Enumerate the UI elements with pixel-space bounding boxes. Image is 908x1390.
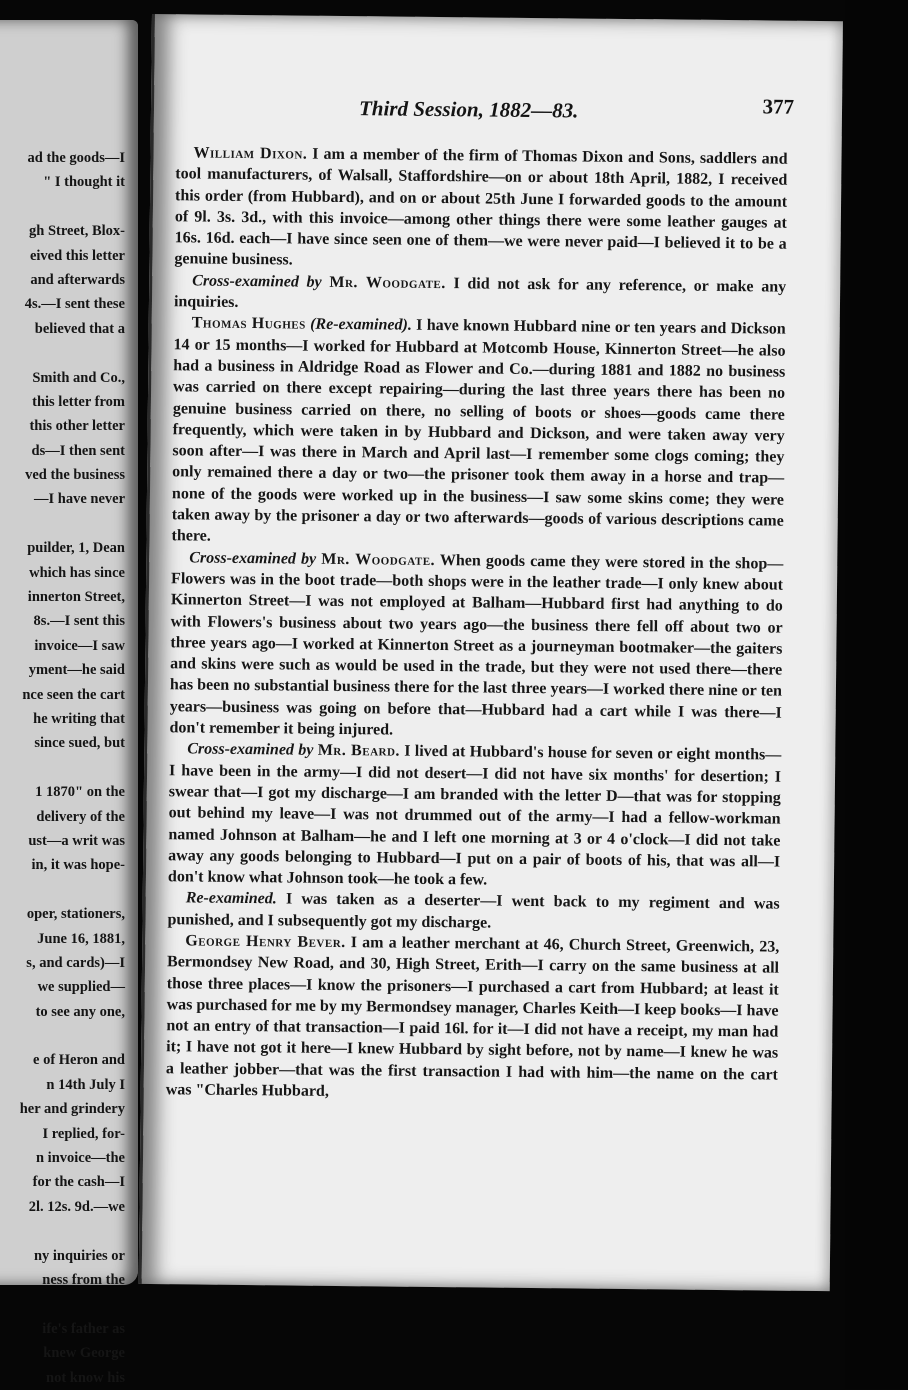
left-fragment-line xyxy=(0,756,125,780)
left-fragment-line: nce seen the cart xyxy=(22,686,125,703)
running-head: Third Session, 1882—83. xyxy=(358,96,579,123)
counsel-name: Mr. Beard. xyxy=(317,742,401,760)
left-fragment-line xyxy=(0,195,125,219)
left-fragment-line: ved the business xyxy=(25,467,125,484)
left-fragment-line: Smith and Co., xyxy=(32,369,125,386)
left-fragment-line: this letter from xyxy=(32,393,125,410)
left-fragment-line: e of Heron and xyxy=(33,1052,125,1069)
background-margin xyxy=(845,0,908,1389)
left-fragment-line: in, it was hope- xyxy=(31,857,125,874)
left-fragment-line: he writing that xyxy=(33,710,125,727)
left-fragment-line: invoice—I saw xyxy=(34,637,125,654)
left-fragment-line: ds—I then sent xyxy=(31,442,125,459)
left-fragment-line: n 14th July I xyxy=(46,1076,125,1093)
testimony-text: I lived at Hubbard's house for seven or eight months—I have been in the army—I did not desert—I did not have six months' for desertion; I swear that—I got my discharge—I am branded with the letter D—that was for stopping out behind my leave—I was not drummed out of the army—I had a fellow-workman named Johnson at Balham—he and I left one morning at 3 or 4 o'clock—I did not take away any goods belonging to Hubbard—I put on a pair of boots of his, that was all—I don't know what Johnson took—he took a few. xyxy=(167,742,782,889)
examination-label: Cross-examined by xyxy=(192,272,322,291)
left-fragment-line: knew George xyxy=(43,1345,125,1362)
left-fragment-line xyxy=(0,512,125,536)
left-fragment-line: not know his xyxy=(46,1369,125,1386)
left-fragment-line: yment—he said xyxy=(28,662,125,679)
left-fragment-line: 4s.—I sent these xyxy=(24,296,125,313)
left-fragment-line: gh Street, Blox- xyxy=(29,223,125,240)
left-fragment-line: I replied, for- xyxy=(42,1125,125,1142)
left-fragment-line: ny inquiries or xyxy=(33,1247,125,1264)
witness-name: George Henry Bever. xyxy=(185,932,346,952)
testimony-paragraph xyxy=(169,547,783,745)
testimony-text: I am a member of the firm of Thomas Dixon and Sons, saddlers and tool manufacturers, of Walsall, Staffordshire—on or about 18th April, 1882, I received this order (from Hubbard), and on or about 25th June I forwarded goods to the amount of 9l. 3s. 3d., with this invoice—among other things there were some leather gauges at 16s. 16d. each—I have since seen one of them—we were never paid—I believed it to be a genuine business. xyxy=(174,145,788,269)
left-fragment-line xyxy=(0,878,125,902)
left-fragment-line xyxy=(0,1219,125,1243)
left-fragment-line xyxy=(0,1024,125,1048)
left-fragment-line: delivery of the xyxy=(36,808,125,825)
left-fragment-line: June 16, 1881, xyxy=(37,930,125,947)
body-text xyxy=(166,142,788,1107)
testimony-paragraph xyxy=(168,739,782,894)
left-page xyxy=(0,20,138,1386)
examination-label: Cross-examined by xyxy=(187,740,314,760)
left-fragment-line: which has since xyxy=(29,564,125,581)
testimony-text: When goods came they were stored in the shop—Flowers was in the boot trade—both shops were in the leather trade—I only knew about Kinnerton Street—I was not employed at Balham—Hubbard first had anything to do with Flowers's business about two years ago—the business there fell off about two or three years ago—I worked at Kinnerton Street as a journeyman bootmaker—the gaiters and skins were such as would be used in the trade, but they were not used there—there has been no substantial business there for the last three years—I worked there nine or ten years—business was going on before that—Hubbard had a cart while I was there—I don't remember it being injured. xyxy=(169,551,784,739)
testimony-paragraph xyxy=(167,888,779,937)
left-fragment-line: and afterwards xyxy=(30,271,125,288)
left-fragment-line: 2l. 12s. 9d.—we xyxy=(28,1198,125,1215)
left-fragment-line xyxy=(0,341,125,365)
right-page xyxy=(139,14,843,1291)
testimony-text: I am a leather merchant at 46, Church Street, Greenwich, 23, Bermondsey New Road, and 30, High Street, Erith—I carry on the same business at all those three places—I know the prisoners—I purchased a cart from Hubbard; at least it was purchased for me by my Bermondsey manager, Charles Keith—I keep books—I have not an entry of that transaction—I paid 16l. for it—I did not have a receipt, my man had it; I have not got it here—I knew Hubbard by sight before, not by name—I knew he was a leather jobber—that was the first transaction I had with him—the name on the cart was "Charles Hubbard, xyxy=(165,934,780,1100)
witness-name: William Dixon. xyxy=(193,144,308,163)
left-fragment-line: s, and cards)—I xyxy=(26,954,125,971)
left-fragment-line: 8s.—I sent this xyxy=(33,613,125,630)
testimony-paragraph xyxy=(174,270,786,319)
left-fragment-line: n invoice—the xyxy=(35,1150,125,1167)
counsel-name: Mr. Woodgate. xyxy=(321,550,436,569)
left-page-text xyxy=(0,146,125,1390)
left-fragment-line: for the cash—I xyxy=(32,1174,125,1191)
left-fragment-line: believed that a xyxy=(34,320,125,337)
left-fragment-line: ad the goods—I xyxy=(27,150,125,166)
testimony-text: I did not ask for any reference, or make any inquiries. xyxy=(173,274,787,311)
testimony-text: I was taken as a deserter—I went back to my regiment and was punished, and I subsequently got my discharge. xyxy=(167,890,780,932)
left-fragment-line: " I thought it xyxy=(43,174,125,191)
page-header xyxy=(154,94,842,131)
left-fragment-line: —I have never xyxy=(33,491,125,508)
left-fragment-line: oper, stationers, xyxy=(26,906,125,923)
testimony-paragraph xyxy=(166,930,780,1107)
left-fragment-line: ness from the xyxy=(42,1271,125,1288)
counsel-name: Mr. Woodgate. xyxy=(329,273,446,292)
left-fragment-line: her and grindery xyxy=(19,1101,125,1118)
page-number: 377 xyxy=(762,94,795,119)
examination-label: Re-examined. xyxy=(185,889,277,908)
left-fragment-line: this other letter xyxy=(29,418,125,435)
examination-label: Cross-examined by xyxy=(189,549,317,568)
left-fragment-line: ife's father as xyxy=(42,1320,125,1337)
left-fragment-line: eived this letter xyxy=(29,247,125,264)
witness-qualifier: (Re-examined). xyxy=(310,316,412,335)
left-fragment-line: to see any one, xyxy=(35,1003,125,1020)
testimony-text: I have known Hubbard nine or ten years and Dickson 14 or 15 months—I worked for Hubbard at Motcomb House, Kinnerton Street—he also had a business in Aldridge Road as Flower and Co.—during 1881 and 1882 no business was carried on there except repairing—during the last three years there has been no genuine business carried on there, no selling of boots or shoes—goods came there frequently, which were taken in by Hubbard and Dickson, and were taken away very soon after—I was there in March and April last—I remember some clogs coming; they only remained there a day or two—the prisoner took them away in a horse and trap—none of the goods were worked up in the business—I saw some skins come; they were taken away by the prisoner a day or two afterwards—goods of various descriptions came there. xyxy=(171,317,786,545)
left-fragment-line: innerton Street, xyxy=(27,589,125,606)
left-fragment-line: we supplied— xyxy=(37,979,125,996)
left-fragment-line: puilder, 1, Dean xyxy=(27,540,125,557)
left-fragment-line: since sued, but xyxy=(34,735,125,752)
left-fragment-line: 1 1870" on the xyxy=(35,784,125,801)
left-fragment-line xyxy=(0,1292,125,1316)
left-fragment-line: ust—a writ was xyxy=(28,832,125,849)
testimony-paragraph xyxy=(171,313,785,554)
witness-name: Thomas Hughes xyxy=(191,314,306,334)
testimony-paragraph xyxy=(174,142,787,276)
